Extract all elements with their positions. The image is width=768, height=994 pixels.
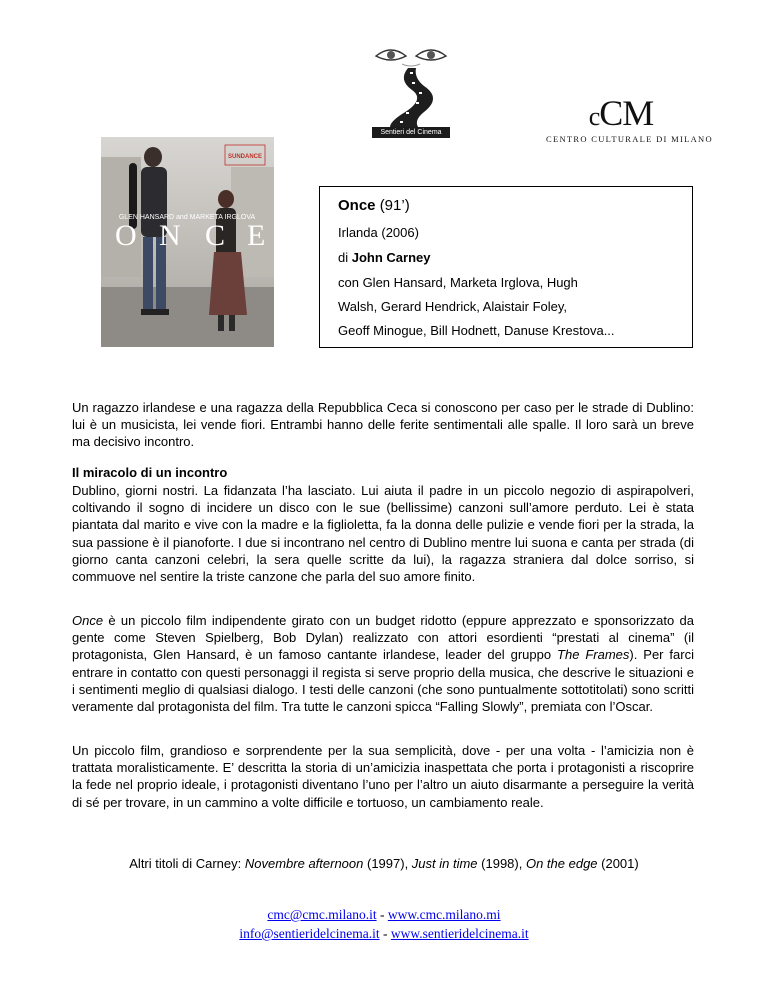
paragraph-1: Dublino, giorni nostri. La fidanzata l’ha lasciato. Lui aiuta il padre in un piccolo negozio di aspirapolveri, coltivando il sogno di incidere un disco con le sue (bellissime) canzoni sull’amore perduto. Lei è stata piantata dal marito e vive con la madre e la figlioletta, fa la donna delle pulizie e vende fiori per la strada, la sua passione è il pianoforte. I due si incontrano nel centro di Dublino mentre lui suona e canta per strada (di giorno canta canzoni celebri, la sera quelle scritte da lui), la ragazza straniera dal dolce sorriso, si commuove nel sentire la triste canzone che parla del suo amore finito. [72, 483, 694, 585]
film-title-line [338, 197, 410, 214]
cmc-website-link[interactable]: www.cmc.milano.mi [387, 907, 501, 922]
film-director-line [338, 250, 431, 265]
other-title-1: Novembre afternoon [244, 856, 364, 871]
poster-title-letter-e: E [247, 219, 268, 252]
poster-title-letter-o: O [115, 219, 139, 252]
other-title-1-year: (1997), [363, 856, 412, 871]
sentieri-logo-label: Sentieri del Cinema [372, 127, 450, 138]
paragraph-3: Un piccolo film, grandioso e sorprendente per la sua semplicità, dove - per una volta - l’amicizia non è trattata moralisticamente. E’ descritta la storia di un’amicizia inaspettata che porta i protagonisti a riscoprire la fede nel proprio ideale, i protagonisti diventano l’uno per l’altro un aiuto disarmante a perseguire la verità di sé per trovare, in un cammino a volte difficile e tortuoso, un cambiamento reale. [72, 743, 694, 810]
film-director: John Carney [351, 250, 431, 265]
poster-actors: GLEN HANSARD and MARKETA IRGLOVA [118, 214, 256, 221]
cmc-email-link[interactable]: cmc@cmc.milano.it [267, 907, 377, 922]
film-cast-line-3: Geoff Minogue, Bill Hodnett, Danuse Krestova... [338, 323, 615, 338]
cmc-logo-mark: cCM [588, 93, 654, 133]
p2-text-b: ). Per farci entrare in contatto con questi personaggi il regista si serve proprio della musica, che descrive le situazioni e i sentimenti meglio di qualsiasi dialogo. I testi delle canzoni (che sono puntualmente sottotitolati) sono scritti veramente dal protagonista del film. Tra tutte le canzoni spicca “Falling Slowly”, premiata con l’Oscar. [72, 647, 694, 715]
contacts-line-1 [0, 907, 768, 923]
contacts-separator-2: - [379, 926, 391, 941]
contacts-line-2 [0, 926, 768, 942]
film-country-year: Irlanda (2006) [338, 225, 419, 240]
cmc-logo-subtitle: CENTRO CULTURALE DI MILANO [546, 134, 713, 144]
p2-frames-italic: The Frames [557, 647, 630, 663]
other-title-3: On the edge [525, 856, 598, 871]
film-duration: (91’) [379, 197, 410, 214]
poster-image [101, 137, 274, 347]
film-title: Once [338, 197, 376, 214]
p2-text-a: è un piccolo film indipendente girato con un budget ridotto (eppure apprezzato e sponsorizzato da gente come Steven Spielberg, Bob Dylan) realizzato con attori esordienti “prestati al cinema” (il protagonista, Glen Hansard, è un famoso cantante irlandese, leader del gruppo [72, 613, 694, 663]
intro-paragraph: Un ragazzo irlandese e una ragazza della Repubblica Ceca si conoscono per caso per le strade di Dublino: lui è un musicista, lei vende fiori. Entrambi hanno delle ferite sentimentali alle spalle. Il loro sarà un breve ma decisivo incontro. [72, 400, 694, 450]
cmc-logo [546, 93, 713, 144]
film-road-icon [372, 42, 450, 138]
film-cast-line-2: Walsh, Gerard Hendrick, Alaistair Foley, [338, 299, 568, 314]
paragraph-2 [72, 612, 694, 715]
director-prefix: di [338, 250, 349, 265]
cmc-logo-letters: CM [599, 93, 654, 133]
poster-festival: SUNDANCE [227, 154, 263, 160]
film-info-box [319, 186, 693, 348]
section-heading: Il miracolo di un incontro [72, 465, 228, 480]
other-titles-prefix: Altri titoli di Carney: [129, 856, 245, 871]
sentieri-del-cinema-logo [372, 42, 450, 138]
other-title-2-year: (1998), [477, 856, 526, 871]
contacts-separator-1: - [376, 907, 388, 922]
p2-once-italic: Once [72, 613, 104, 628]
sentieri-website-link[interactable]: www.sentieridelcinema.it [390, 926, 529, 941]
other-title-2: Just in time [411, 856, 478, 871]
sentieri-email-link[interactable]: info@sentieridelcinema.it [239, 926, 380, 941]
other-titles-line [0, 856, 768, 871]
film-poster [101, 137, 274, 347]
poster-title-letter-c: C [205, 219, 228, 252]
other-title-3-year: (2001) [597, 856, 639, 871]
poster-title-letter-n: N [159, 219, 183, 252]
film-cast-line-1: con Glen Hansard, Marketa Irglova, Hugh [338, 275, 578, 290]
